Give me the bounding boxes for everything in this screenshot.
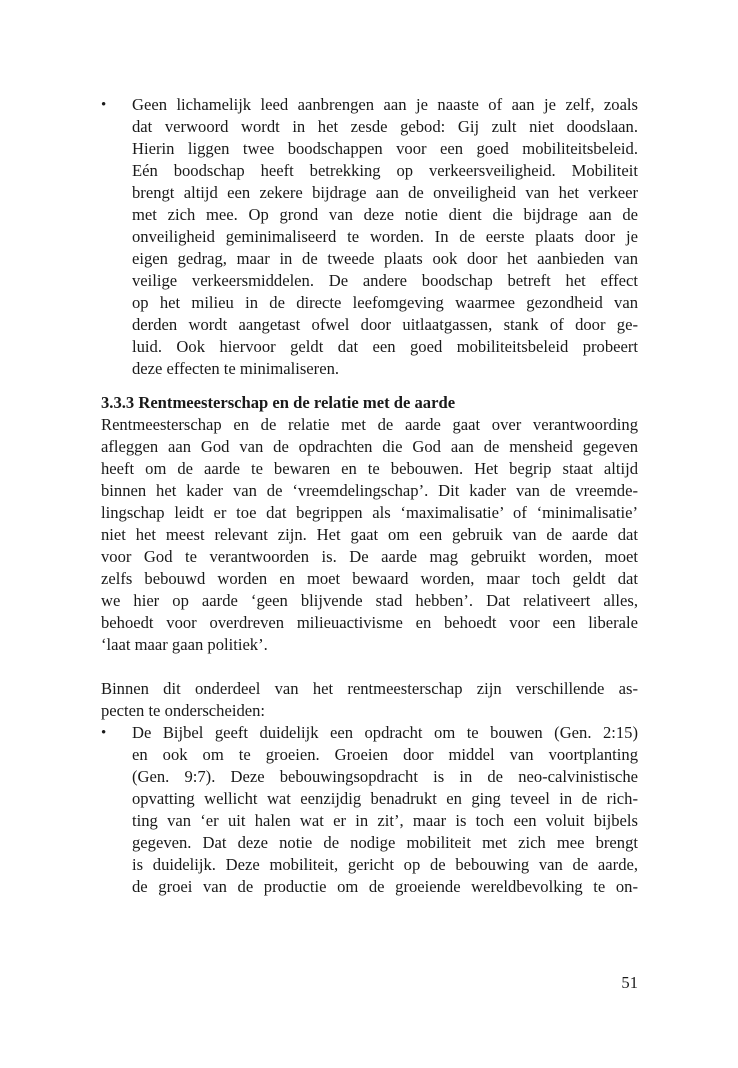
bullet-icon: •	[101, 725, 107, 741]
text-line: eigen gedrag, maar in de tweede plaats ook door het aanbieden van	[132, 249, 638, 268]
page-number: 51	[621, 973, 638, 992]
text-line: met zich mee. Op grond van deze notie dient die bijdrage aan de	[132, 205, 638, 224]
text-line: afleggen aan God van de opdrachten die God aan de mensheid gegeven	[101, 437, 638, 456]
text-line: lingschap leidt er toe dat begrippen als ‘maximalisatie’ of ‘minimalisatie’	[101, 503, 638, 522]
text-line: voor God te verantwoorden is. De aarde mag gebruikt worden, moet	[101, 547, 638, 566]
text-line: binnen het kader van de ‘vreemdelingschap’. Dit kader van de vreemde-	[101, 481, 638, 500]
text-line: dat verwoord wordt in het zesde gebod: Gij zult niet doodslaan.	[132, 117, 638, 136]
text-line: Eén boodschap heeft betrekking op verkeersveiligheid. Mobiliteit	[132, 161, 638, 180]
text-line: De Bijbel geeft duidelijk een opdracht om te bouwen (Gen. 2:15)	[132, 723, 638, 742]
bullet-item-build-and-grow	[101, 722, 638, 898]
text-line: is duidelijk. Deze mobiliteit, gericht op de bebouwing van de aarde,	[132, 855, 638, 874]
section-heading: 3.3.3 Rentmeesterschap en de relatie met de aarde	[101, 393, 456, 412]
text-line: Binnen dit onderdeel van het rentmeesterschap zijn verschillende as-	[101, 679, 638, 698]
bullet-item-sixth-commandment	[101, 94, 638, 380]
paragraph-stewardship	[101, 414, 638, 656]
text-line: veilige verkeersmiddelen. De andere boodschap betreft het effect	[132, 271, 638, 290]
text-line: Hierin liggen twee boodschappen voor een goed mobiliteitsbeleid.	[132, 139, 638, 158]
text-line: ‘laat maar gaan politiek’.	[101, 635, 268, 654]
text-line: deze effecten te minimaliseren.	[132, 359, 340, 378]
text-line: (Gen. 9:7). Deze bebouwingsopdracht is in de neo-calvinistische	[132, 767, 638, 786]
text-line: gegeven. Dat deze notie de nodige mobiliteit met zich mee brengt	[132, 833, 638, 852]
page-body	[101, 94, 638, 898]
text-line: niet het meest relevant zijn. Het gaat om een gebruik van de aarde dat	[101, 525, 638, 544]
paragraph-spacer	[101, 656, 638, 678]
text-line: Geen lichamelijk leed aanbrengen aan je naaste of aan je zelf, zoals	[132, 95, 638, 114]
text-line: op het milieu in de directe leefomgeving waarmee gezondheid van	[132, 293, 638, 312]
text-line: en ook om te groeien. Groeien door middel van voortplanting	[132, 745, 638, 764]
text-line: we hier op aarde ‘geen blijvende stad hebben’. Dat relativeert alles,	[101, 591, 638, 610]
text-line: onveiligheid geminimaliseerd te worden. In de eerste plaats door je	[132, 227, 638, 246]
paragraph-aspects-intro	[101, 678, 638, 722]
text-line: pecten te onderscheiden:	[101, 701, 266, 720]
text-line: de groei van de productie om de groeiende wereldbevolking te on-	[132, 877, 638, 896]
text-line: derden wordt aangetast ofwel door uitlaatgassen, stank of door ge-	[132, 315, 638, 334]
text-line: opvatting wellicht wat eenzijdig benadrukt en ging teveel in de rich-	[132, 789, 638, 808]
text-line: behoedt voor overdreven milieuactivisme en behoedt voor een liberale	[101, 613, 638, 632]
text-line: zelfs bebouwd worden en moet bewaard worden, maar toch geldt dat	[101, 569, 638, 588]
text-line: brengt altijd een zekere bijdrage aan de onveiligheid van het verkeer	[132, 183, 638, 202]
bullet-icon: •	[101, 97, 107, 113]
text-line: luid. Ook hiervoor geldt dat een goed mobiliteitsbeleid probeert	[132, 337, 638, 356]
text-line: Rentmeesterschap en de relatie met de aarde gaat over verantwoording	[101, 415, 638, 434]
text-line: heeft om de aarde te bewaren en te bebouwen. Het begrip staat altijd	[101, 459, 638, 478]
text-line: ting van ‘er uit halen wat er in zit’, maar is toch een voluit bijbels	[132, 811, 638, 830]
